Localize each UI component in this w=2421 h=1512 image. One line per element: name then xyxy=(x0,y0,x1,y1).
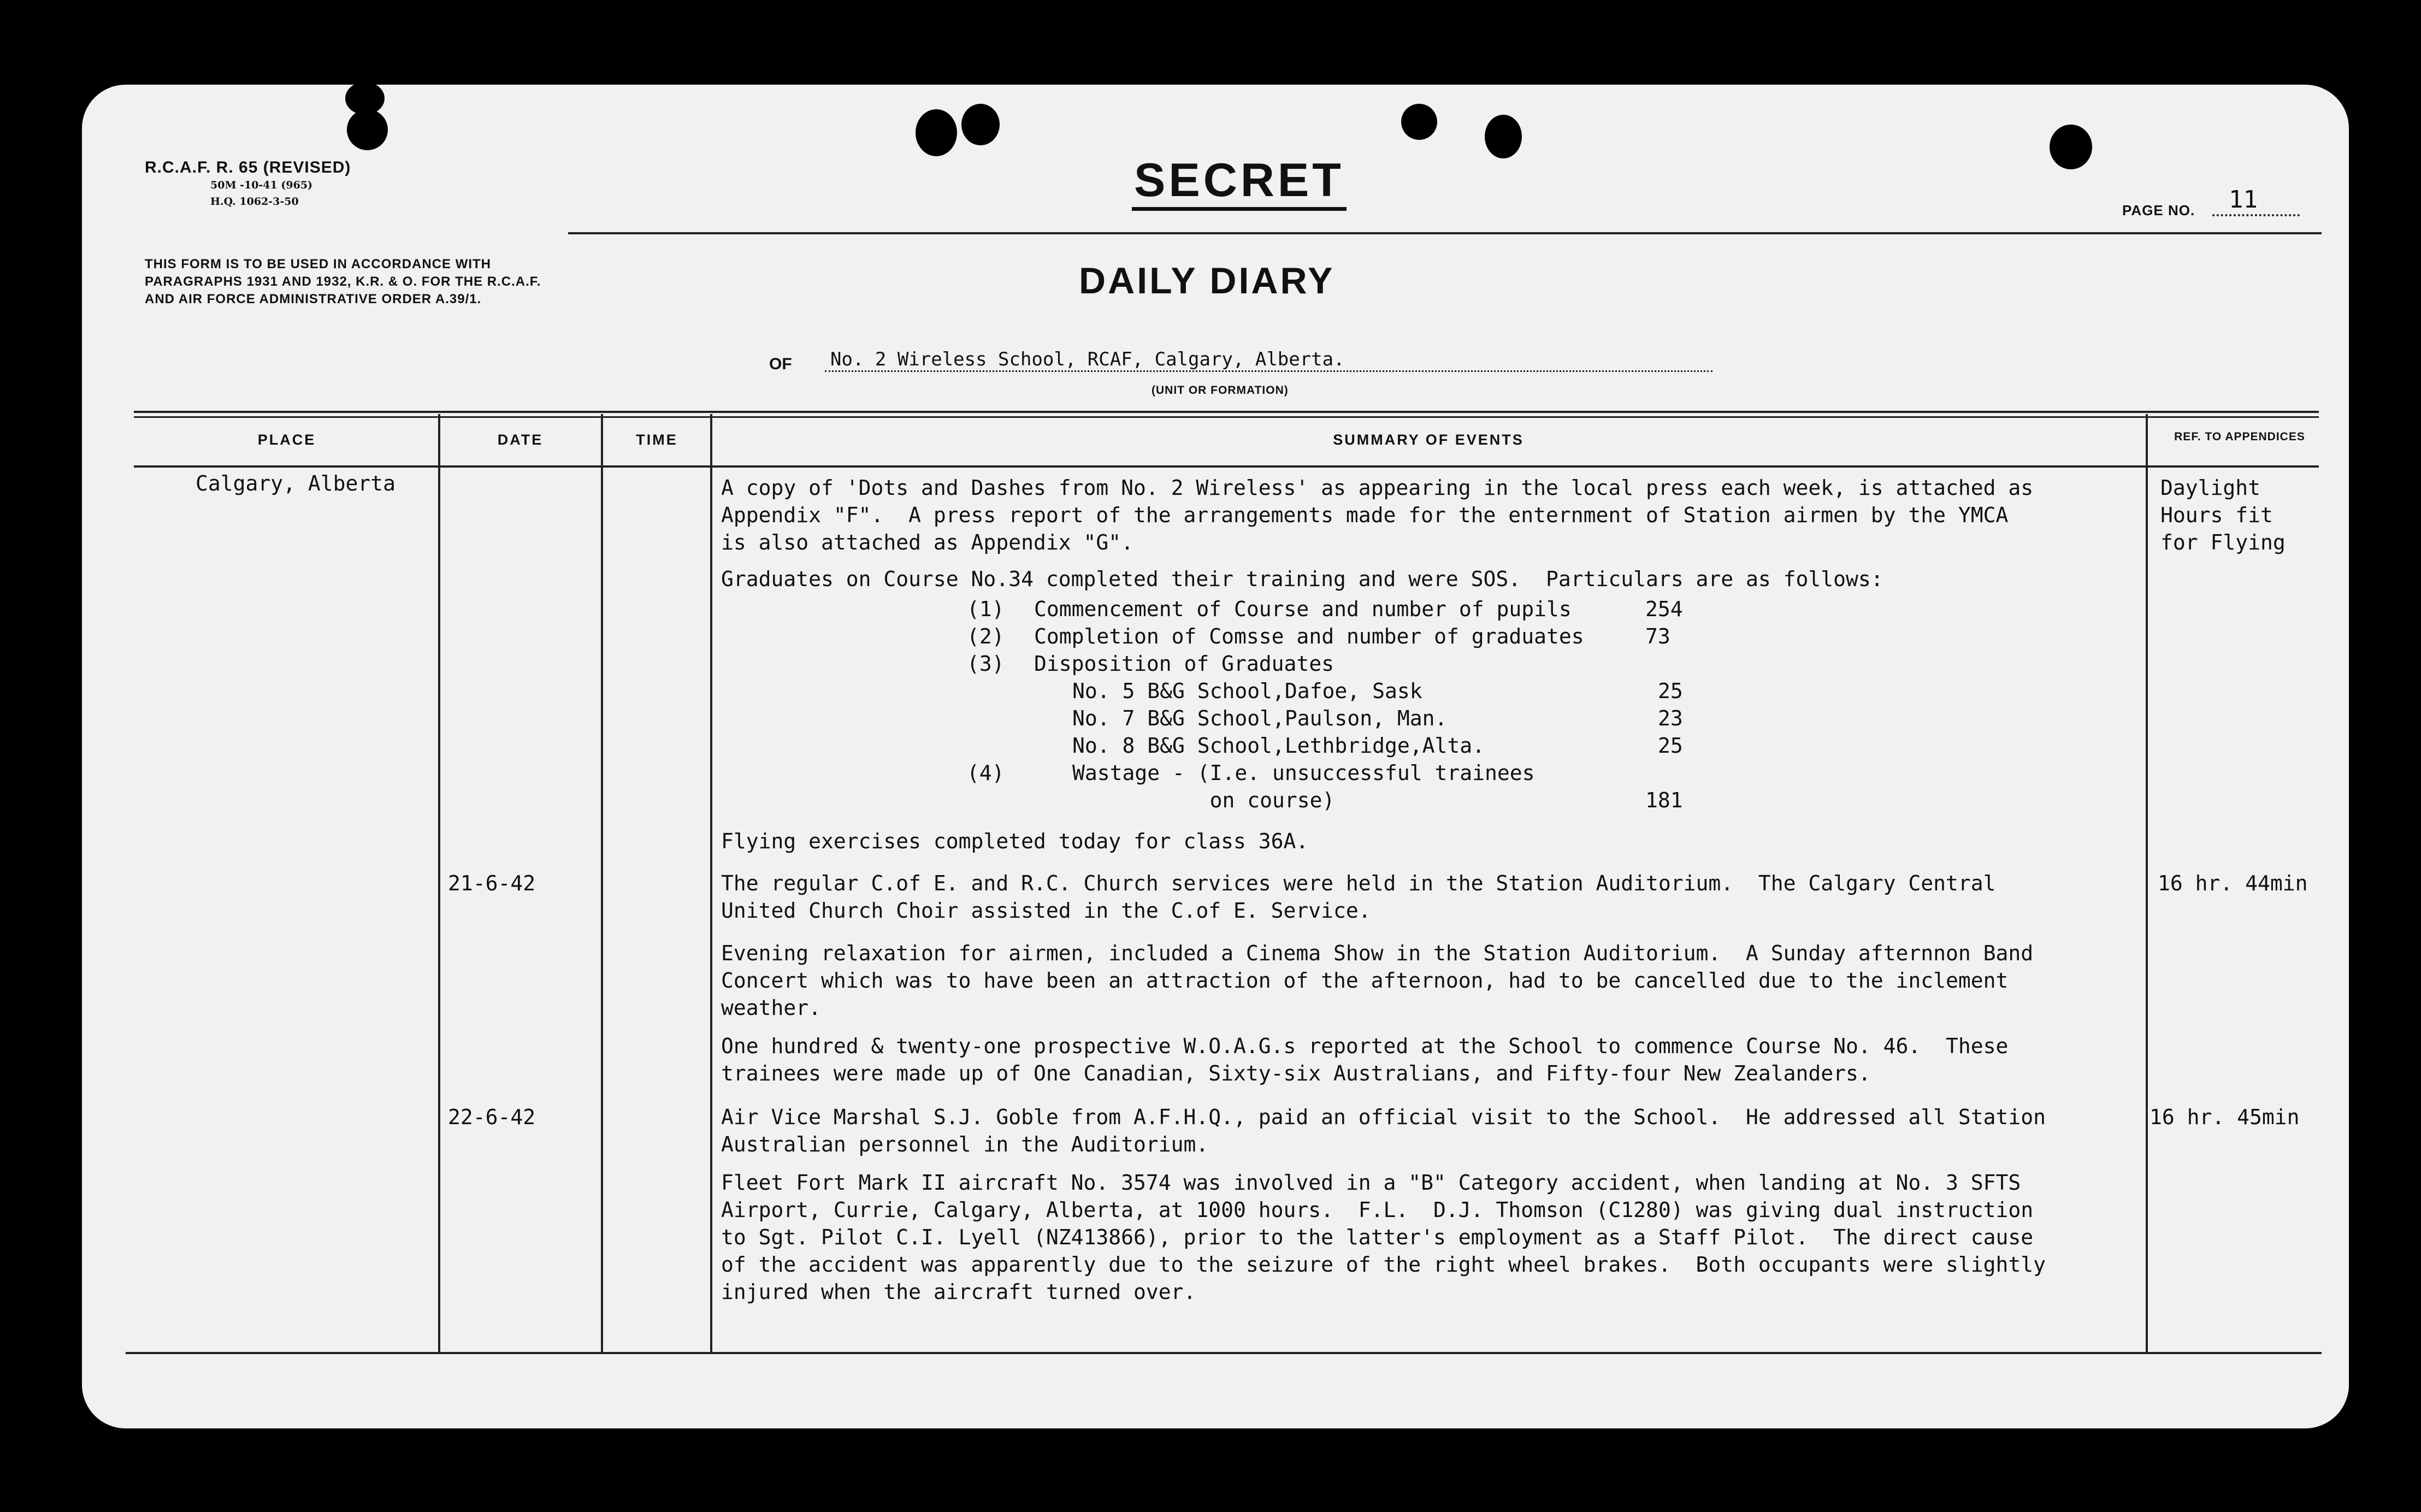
summary-para-relaxation: Evening relaxation for airmen, included a Cinema Show in the Station Auditorium. A Sunday afternnon Band Concert which was to have been an attraction of the afternoon, had to be cancelled due to the inclement weather. xyxy=(721,941,2034,1020)
punch-hole xyxy=(347,109,388,150)
form-print-run: 50M -10-41 (965) xyxy=(210,179,312,191)
list-value: 73 xyxy=(1645,624,1670,648)
sub-list-value: 25 xyxy=(1658,679,1683,703)
unit-formation-value: No. 2 Wireless School, RCAF, Calgary, Alberta. xyxy=(825,349,1713,372)
col-header-summary: SUMMARY OF EVENTS xyxy=(1333,432,1524,448)
table-top-rule xyxy=(134,411,2319,413)
punch-hole xyxy=(916,109,957,156)
punch-hole xyxy=(1485,115,1522,158)
summary-para-woags: One hundred & twenty-one prospective W.O.A.G.s reported at the School to commence Course No. 46. These trainees were made up of One Canadian, Sixty-six Australians, and Fifty-four New Zealanders. xyxy=(721,1034,2009,1085)
punch-hole xyxy=(1401,104,1437,140)
col-divider-place-date xyxy=(438,414,440,1352)
col-header-place: PLACE xyxy=(257,432,316,448)
sub-list-text: No. 5 B&G School,Dafoe, Sask xyxy=(1072,679,1422,703)
table-top-rule-2 xyxy=(134,416,2319,418)
summary-para-graduates: Graduates on Course No.34 completed their training and were SOS. Particulars are as follows: xyxy=(721,567,1883,591)
sub-list-text: No. 7 B&G School,Paulson, Man. xyxy=(1072,706,1448,730)
unit-formation-caption: (UNIT OR FORMATION) xyxy=(1152,384,1289,397)
list-text: Wastage - (I.e. unsuccessful trainees on course) xyxy=(1072,761,1535,812)
header-rule xyxy=(568,232,2322,234)
page-number: 11 xyxy=(2229,186,2258,214)
list-value: 181 xyxy=(1645,788,1683,812)
punch-hole xyxy=(961,104,1000,145)
ref-entry-2: 16 hr. 44min xyxy=(2158,871,2308,895)
list-text: Commencement of Course and number of pupils xyxy=(1034,597,1572,621)
unit-of-label: OF xyxy=(769,355,792,373)
page-number-label: PAGE NO. xyxy=(2122,202,2195,218)
col-divider-date-time xyxy=(601,414,603,1352)
date-entry: 21-6-42 xyxy=(448,871,536,895)
list-text: Completion of Comsse and number of graduates xyxy=(1034,624,1584,648)
col-header-time: TIME xyxy=(636,432,678,448)
classification-label: SECRET xyxy=(1132,156,1347,211)
form-usage-note: THIS FORM IS TO BE USED IN ACCORDANCE WITH PARAGRAPHS 1931 AND 1932, K.R. & O. FOR THE R.C.A.F. AND AIR FORCE ADMINISTRATIVE ORDER A.39/1. xyxy=(145,257,541,306)
page-number-dots xyxy=(2212,214,2300,216)
ref-entry-3: 16 hr. 45min xyxy=(2150,1105,2300,1129)
list-num: (1) xyxy=(967,597,1005,621)
date-entry: 22-6-42 xyxy=(448,1105,536,1129)
col-divider-summary-ref xyxy=(2146,414,2148,1352)
ref-entry-1: Daylight Hours fit for Flying xyxy=(2160,476,2286,554)
page-title: DAILY DIARY xyxy=(1079,260,1335,302)
list-value: 254 xyxy=(1645,597,1683,621)
summary-para-visit: Air Vice Marshal S.J. Goble from A.F.H.Q., paid an official visit to the School. He addressed all Station Australian personnel in the Auditorium. xyxy=(721,1105,2046,1156)
column-header-rule xyxy=(134,465,2319,468)
sub-list-value: 23 xyxy=(1658,706,1683,730)
col-divider-time-summary xyxy=(710,414,712,1352)
sub-list-text: No. 8 B&G School,Lethbridge,Alta. xyxy=(1072,734,1485,758)
table-bottom-rule xyxy=(126,1352,2322,1354)
list-num: (3) xyxy=(967,652,1005,676)
summary-para-accident: Fleet Fort Mark II aircraft No. 3574 was involved in a "B" Category accident, when landing at No. 3 SFTS Airport, Currie, Calgary, Alberta, at 1000 hours. F.L. D.J. Thomson (C1280) was giving dual instruction to Sgt. Pilot C.I. Lyell (NZ413866), prior to the latter's employment as a Staff Pilot. The direct cause of the accident was apparently due to the seizure of the right wheel brakes. Both occupants were slightly injured when the aircraft turned over. xyxy=(721,1171,2046,1304)
list-num: (2) xyxy=(967,624,1005,648)
list-num: (4) xyxy=(967,761,1005,785)
list-text: Disposition of Graduates xyxy=(1034,652,1334,676)
summary-para-church: The regular C.of E. and R.C. Church services were held in the Station Auditorium. The Calgary Central United Church Choir assisted in the C.of E. Service. xyxy=(721,871,1996,923)
col-header-ref: REF. TO APPENDICES xyxy=(2174,430,2305,443)
form-identifier xyxy=(145,158,351,210)
form-hq-ref: H.Q. 1062-3-50 xyxy=(210,196,299,208)
form-code: R.C.A.F. R. 65 (REVISED) xyxy=(145,158,351,176)
summary-para-flying: Flying exercises completed today for class 36A. xyxy=(721,829,1309,853)
col-header-date: DATE xyxy=(497,432,544,448)
punch-hole xyxy=(2050,125,2092,169)
summary-para-appendix: A copy of 'Dots and Dashes from No. 2 Wireless' as appearing in the local press each week, is attached as Appendix "F". A press report of the arrangements made for the enternment of Station airmen by the YMCA is also attached as Appendix "G". xyxy=(721,476,2034,554)
place-entry: Calgary, Alberta xyxy=(196,471,396,495)
sub-list-value: 25 xyxy=(1658,734,1683,758)
